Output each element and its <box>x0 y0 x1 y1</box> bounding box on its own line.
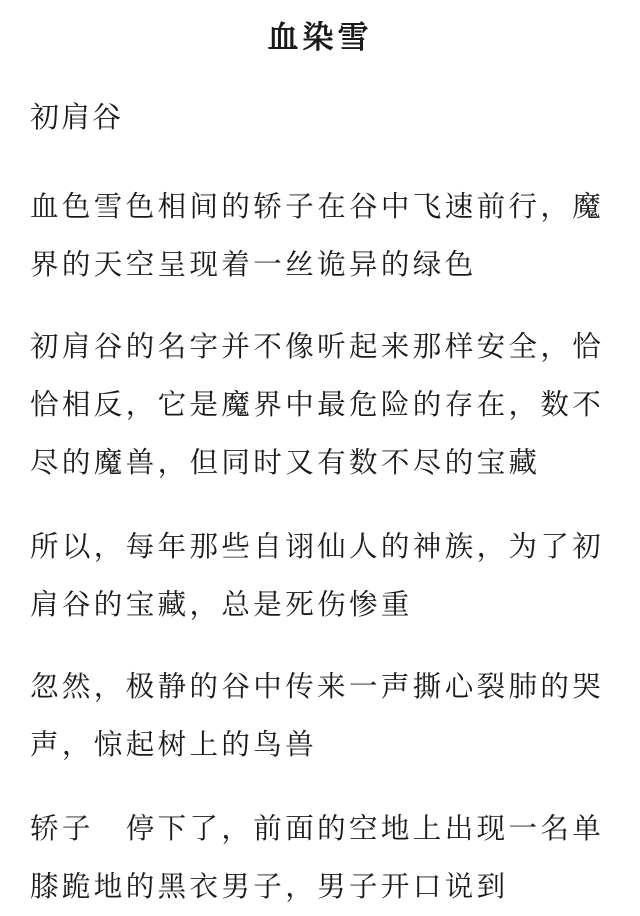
paragraph: 忽然，极静的谷中传来一声撕心裂肺的哭声，惊起树上的鸟兽 <box>30 670 605 761</box>
paragraph: 初肩谷的名字并不像听起来那样安全，恰恰相反，它是魔界中最危险的存在，数不尽的魔兽，但同时又有数不尽的宝藏 <box>30 330 605 479</box>
paragraph: 轿子 停下了，前面的空地上出现一名单膝跪地的黑衣男子，男子开口说到 <box>30 812 605 903</box>
paragraph: 血色雪色相间的轿子在谷中飞速前行，魔界的天空呈现着一丝诡异的绿色 <box>30 190 605 281</box>
chapter-heading: 初肩谷 <box>30 100 124 134</box>
document-title: 血染雪 <box>267 20 373 56</box>
paragraph: 所以，每年那些自诩仙人的神族，为了初肩谷的宝藏，总是死伤惨重 <box>30 530 605 621</box>
